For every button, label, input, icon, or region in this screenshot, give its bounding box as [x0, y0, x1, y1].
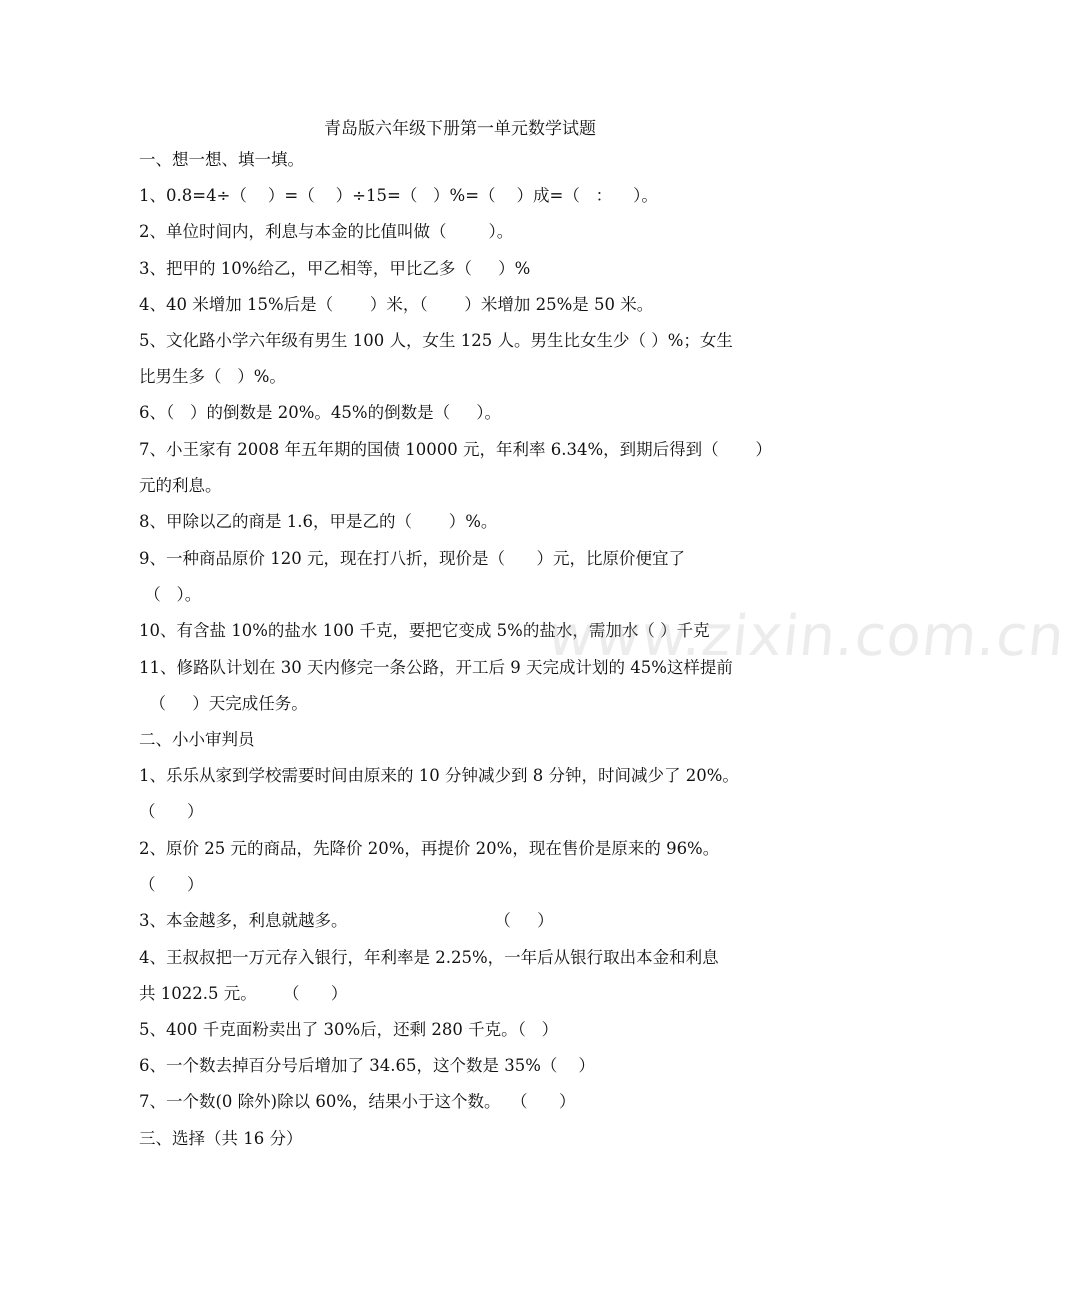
- question-line: （ ）天完成任务。: [139, 694, 308, 713]
- question-line: 元的利息。: [139, 476, 222, 495]
- question-line: 11、修路队计划在 30 天内修完一条公路，开工后 9 天完成计划的 45%这样提前: [139, 658, 733, 677]
- question-line: 4、王叔叔把一万元存入银行，年利率是 2.25%，一年后从银行取出本金和利息: [139, 948, 719, 967]
- question-line: （ ）。: [139, 585, 202, 604]
- question-line: 2、单位时间内，利息与本金的比值叫做（ ）。: [139, 222, 514, 241]
- question-line: 比男生多（ ）%。: [139, 367, 286, 386]
- question-line: 8、甲除以乙的商是 1.6，甲是乙的（ ）%。: [139, 512, 498, 531]
- question-line: 4、40 米增加 15%后是（ ）米，（ ）米增加 25%是 50 米。: [139, 295, 654, 314]
- question-line: 10、有含盐 10%的盐水 100 千克，要把它变成 5%的盐水，需加水（ ）千克: [139, 621, 710, 640]
- answer-blank: （ ）: [139, 875, 204, 894]
- question-line: 7、一个数(0 除外)除以 60%，结果小于这个数。 （ ）: [139, 1092, 576, 1111]
- section-heading-fill-in: 一、想一想、填一填。: [139, 150, 304, 169]
- question-line: 9、一种商品原价 120 元，现在打八折，现价是（ ）元，比原价便宜了: [139, 549, 685, 568]
- watermark: www.zixin.com.cn: [544, 604, 1068, 669]
- section-heading-multiple-choice: 三、选择（共 16 分）: [139, 1129, 303, 1148]
- question-line: 7、小王家有 2008 年五年期的国债 10000 元，年利率 6.34%，到期后得到（ ）: [139, 440, 772, 459]
- question-line: 共 1022.5 元。 （ ）: [139, 984, 348, 1003]
- question-line: 3、本金越多，利息就越多。 （ ）: [139, 911, 554, 930]
- question-line: 2、原价 25 元的商品，先降价 20%，再提价 20%，现在售价是原来的 96%。: [139, 839, 720, 858]
- question-line: 3、把甲的 10%给乙，甲乙相等，甲比乙多（ ）%: [139, 259, 531, 278]
- section-heading-true-false: 二、小小审判员: [139, 730, 255, 749]
- question-line: 1、乐乐从家到学校需要时间由原来的 10 分钟减少到 8 分钟，时间减少了 20%。: [139, 766, 739, 785]
- question-line: 5、400 千克面粉卖出了 30%后，还剩 280 千克。（ ）: [139, 1020, 559, 1039]
- question-line: 5、文化路小学六年级有男生 100 人，女生 125 人。男生比女生少（ ）%；女生: [139, 331, 733, 350]
- question-line: 6、一个数去掉百分号后增加了 34.65，这个数是 35%（ ）: [139, 1056, 595, 1075]
- answer-blank: （ ）: [139, 802, 204, 821]
- question-line: 6、（ ）的倒数是 20%。45%的倒数是（ ）。: [139, 403, 502, 422]
- page-title: 青岛版六年级下册第一单元数学试题: [324, 119, 596, 139]
- question-line: 1、0.8=4÷（ ）=（ ）÷15=（ ）%=（ ）成=（ ： ）。: [139, 186, 658, 205]
